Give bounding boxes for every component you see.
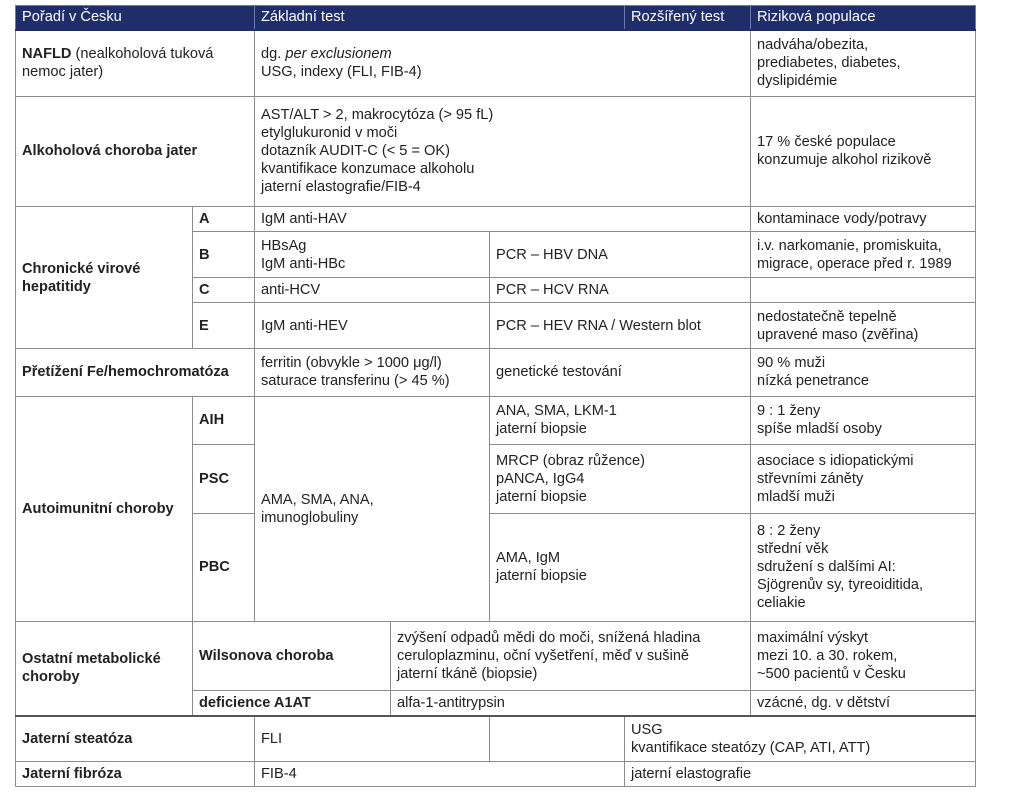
header-basic-test: Základní test (255, 6, 625, 30)
autoimmune-basic-line: AMA, SMA, ANA, (261, 492, 374, 509)
table-row-wilson (16, 622, 976, 691)
pbc-risk-line: střední věk (757, 541, 829, 558)
table-row-fibrosis (16, 761, 976, 786)
nafld-risk-line: prediabetes, diabetes, (757, 55, 901, 72)
hepatitis-e-label: E (193, 303, 255, 349)
table-row-hepatitis-a (16, 207, 976, 232)
hepatitis-c-extended: PCR – HCV RNA (490, 278, 751, 303)
steatosis-basic: FLI (255, 716, 490, 762)
hepatitis-e-risk-line: upravené maso (zvěřina) (757, 326, 919, 343)
autoimmune-basic-line: imunoglobuliny (261, 510, 359, 527)
hepatitis-b-basic-line: HBsAg (261, 237, 307, 254)
hepatitis-c-basic: anti-HCV (255, 278, 490, 303)
wilson-risk (751, 622, 976, 691)
psc-extended (490, 444, 751, 513)
alcohol-basic-line: jaterní elastografie/FIB-4 (261, 179, 421, 196)
wilson-risk-line: maximální výskyt (757, 630, 869, 647)
iron-basic-line: saturace transferinu (> 45 %) (261, 373, 450, 390)
nafld-risk (751, 30, 976, 97)
autoimmune-basic (255, 396, 490, 621)
table-row-iron (16, 349, 976, 397)
iron-name: Přetížení Fe/hemochromatóza (16, 349, 255, 397)
fibrosis-basic: FIB-4 (255, 761, 625, 786)
hepatitis-b-risk-line: migrace, operace před r. 1989 (757, 255, 952, 272)
psc-label: PSC (193, 444, 255, 513)
alcohol-basic-line: AST/ALT > 2, makrocytóza (> 95 fL) (261, 107, 494, 124)
alcohol-name: Alkoholová choroba jater (16, 96, 255, 207)
psc-risk-line: asociace s idiopatickými (757, 452, 914, 469)
header-rank: Pořadí v Česku (16, 6, 255, 30)
nafld-risk-line: nadváha/obezita, (757, 37, 869, 54)
hepatitis-b-risk (751, 232, 976, 278)
aih-risk-line: 9 : 1 ženy (757, 403, 821, 420)
iron-risk-line: nízká penetrance (757, 373, 869, 390)
alcohol-risk-line: 17 % české populace (757, 134, 896, 151)
wilson-basic-line: zvýšení odpadů mědi do moči, snížená hladina (397, 630, 701, 647)
aih-extended-line: ANA, SMA, LKM-1 (496, 403, 617, 420)
aih-risk-line: spíše mladší osoby (757, 421, 882, 438)
a1at-risk: vzácné, dg. v dětství (751, 690, 976, 715)
hepatitis-b-basic (255, 232, 490, 278)
header-risk-population: Riziková populace (751, 6, 976, 30)
steatosis-extended-line: kvantifikace steatózy (CAP, ATI, ATT) (631, 739, 871, 756)
pbc-label: PBC (193, 513, 255, 621)
alcohol-basic (255, 96, 751, 207)
aih-label: AIH (193, 396, 255, 444)
steatosis-extended (625, 716, 976, 762)
a1at-basic: alfa-1-antitrypsin (391, 690, 751, 715)
pbc-extended-line: jaterní biopsie (496, 568, 587, 585)
hepatitis-e-risk (751, 303, 976, 349)
table-row-nafld (16, 30, 976, 97)
pbc-risk-line: 8 : 2 ženy (757, 523, 821, 540)
pbc-risk-line: celiakie (757, 595, 806, 612)
steatosis-empty (490, 716, 625, 762)
header-row (16, 6, 976, 30)
iron-risk-line: 90 % muži (757, 355, 826, 372)
psc-extended-line: jaterní biopsie (496, 488, 587, 505)
pbc-extended-line: AMA, IgM (496, 550, 561, 567)
hepatitis-e-extended: PCR – HEV RNA / Western blot (490, 303, 751, 349)
alcohol-risk (751, 96, 976, 207)
wilson-label: Wilsonova choroba (193, 622, 391, 691)
steatosis-name: Jaterní steatóza (16, 716, 255, 762)
nafld-basic-italic: per exclusionem (285, 46, 392, 63)
alcohol-basic-line: etylglukuronid v moči (261, 125, 398, 142)
wilson-risk-line: mezi 10. a 30. rokem, (757, 648, 898, 665)
iron-risk (751, 349, 976, 397)
metabolic-name: Ostatní metabolické choroby (16, 622, 193, 716)
liver-disease-table-container (15, 5, 975, 787)
viral-hepatitis-name: Chronické virové hepatitidy (16, 207, 193, 349)
table-row-alcohol (16, 96, 976, 207)
a1at-label: deficience A1AT (193, 690, 391, 715)
aih-extended (490, 396, 751, 444)
table-row-aih (16, 396, 976, 444)
hepatitis-a-risk: kontaminace vody/potravy (751, 207, 976, 232)
wilson-basic (391, 622, 751, 691)
nafld-risk-line: dyslipidémie (757, 73, 838, 90)
header-extended-test: Rozšířený test (625, 6, 751, 30)
psc-risk (751, 444, 976, 513)
wilson-basic-line: jaterní tkáně (biopsie) (397, 666, 538, 683)
fibrosis-name: Jaterní fibróza (16, 761, 255, 786)
pbc-extended (490, 513, 751, 621)
alcohol-basic-line: dotazník AUDIT-C (< 5 = OK) (261, 143, 450, 160)
hepatitis-e-risk-line: nedostatečně tepelně (757, 308, 897, 325)
liver-disease-table (15, 5, 976, 787)
autoimmune-name: Autoimunitní choroby (16, 396, 193, 621)
hepatitis-c-risk (751, 278, 976, 303)
nafld-name-bold: NAFLD (22, 46, 72, 63)
hepatitis-b-label: B (193, 232, 255, 278)
psc-extended-line: pANCA, IgG4 (496, 470, 585, 487)
wilson-risk-line: ~500 pacientů v Česku (757, 666, 906, 683)
iron-extended: genetické testování (490, 349, 751, 397)
fibrosis-extended: jaterní elastografie (625, 761, 976, 786)
alcohol-basic-line: kvantifikace konzumace alkoholu (261, 161, 475, 178)
nafld-name-rest: (nealkoholová tuková nemoc jater) (22, 46, 214, 81)
wilson-basic-line: ceruloplazminu, oční vyšetření, měď v sušině (397, 648, 690, 665)
nafld-basic-plain: dg. (261, 46, 286, 63)
alcohol-risk-line: konzumuje alkohol rizikově (757, 152, 932, 169)
pbc-risk-line: Sjögrenův sy, tyreoiditida, (757, 577, 924, 594)
aih-risk (751, 396, 976, 444)
hepatitis-b-extended: PCR – HBV DNA (490, 232, 751, 278)
psc-risk-line: mladší muži (757, 488, 835, 505)
hepatitis-e-basic: IgM anti-HEV (255, 303, 490, 349)
hepatitis-a-label: A (193, 207, 255, 232)
aih-extended-line: jaterní biopsie (496, 421, 587, 438)
nafld-basic (255, 30, 751, 97)
nafld-basic-line: USG, indexy (FLI, FIB-4) (261, 64, 422, 81)
hepatitis-b-basic-line: IgM anti-HBc (261, 255, 346, 272)
psc-risk-line: střevními záněty (757, 470, 864, 487)
hepatitis-b-risk-line: i.v. narkomanie, promiskuita, (757, 237, 942, 254)
iron-basic (255, 349, 490, 397)
pbc-risk (751, 513, 976, 621)
pbc-risk-line: sdružení s dalšími AI: (757, 559, 896, 576)
hepatitis-c-label: C (193, 278, 255, 303)
table-row-steatosis (16, 716, 976, 762)
hepatitis-a-basic: IgM anti-HAV (255, 207, 751, 232)
psc-extended-line: MRCP (obraz růžence) (496, 452, 645, 469)
nafld-name (16, 30, 255, 97)
steatosis-extended-line: USG (631, 721, 663, 738)
iron-basic-line: ferritin (obvykle > 1000 μg/l) (261, 355, 442, 372)
